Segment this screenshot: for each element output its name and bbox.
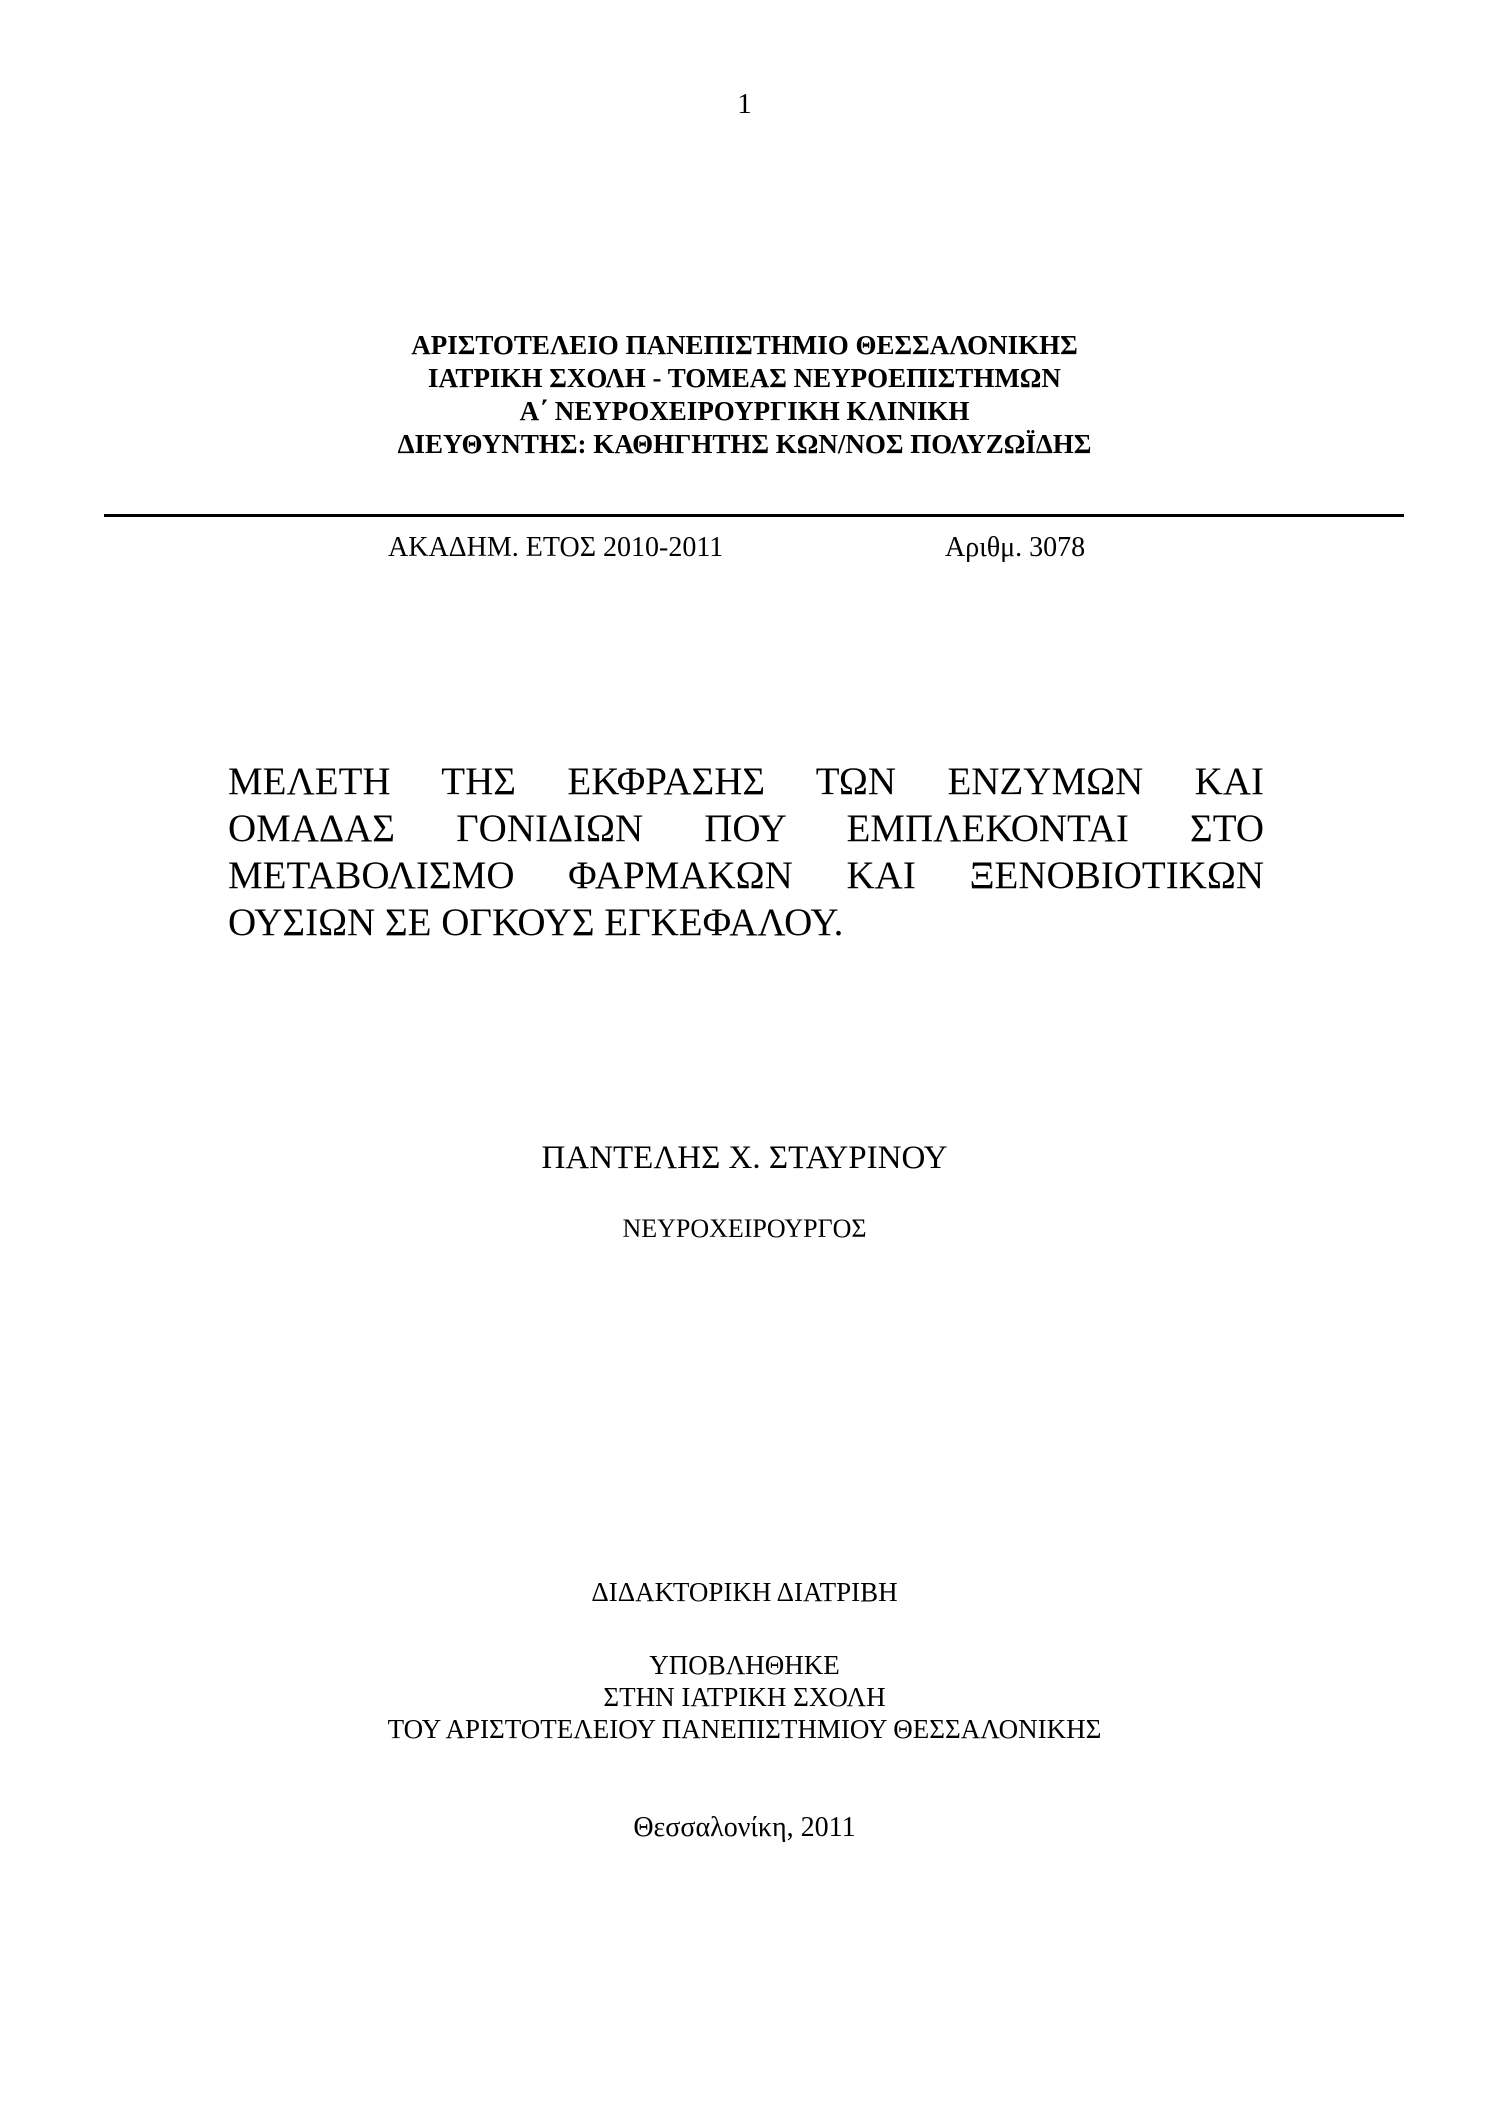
submission-line: ΣΤΗΝ ΙΑΤΡΙΚΗ ΣΧΟΛΗ: [603, 1682, 886, 1712]
place-date: Θεσσαλονίκη, 2011: [633, 1812, 856, 1843]
clinic-name: Α΄ ΝΕΥΡΟΧΕΙΡΟΥΡΓΙΚΗ ΚΛΙΝΙΚΗ: [519, 396, 970, 426]
university-name: ΑΡΙΣΤΟΤΕΛΕΙΟ ΠΑΝΕΠΙΣΤΗΜΙΟ ΘΕΣΣΑΛΟΝΙΚΗΣ: [411, 330, 1078, 360]
director-line: ΔΙΕΥΘΥΝΤΗΣ: ΚΑΘΗΓΗΤΗΣ ΚΩΝ/ΝΟΣ ΠΟΛΥΖΩΪΔΗΣ: [397, 429, 1092, 459]
title-line: ΟΜΑΔΑΣ ΓΟΝΙΔΙΩΝ ΠΟΥ ΕΜΠΛΕΚΟΝΤΑΙ ΣΤΟ: [228, 807, 1264, 850]
author-profession: ΝΕΥΡΟΧΕΙΡΟΥΡΓΟΣ: [622, 1214, 867, 1243]
submission-statement: [0, 1649, 1489, 1745]
thesis-title: [228, 758, 1264, 946]
submission-line: ΤΟΥ ΑΡΙΣΤΟΤΕΛΕΙΟΥ ΠΑΝΕΠΙΣΤΗΜΙΟΥ ΘΕΣΣΑΛΟΝΙΚΗΣ: [387, 1714, 1102, 1744]
page-number: 1: [737, 88, 752, 120]
title-line: ΜΕΛΕΤΗ ΤΗΣ ΕΚΦΡΑΣΗΣ ΤΩΝ ΕΝΖΥΜΩΝ ΚΑΙ: [228, 760, 1264, 803]
title-line: ΟΥΣΙΩΝ ΣΕ ΟΓΚΟΥΣ ΕΓΚΕΦΑΛΟΥ.: [228, 901, 844, 944]
school-department: ΙΑΤΡΙΚΗ ΣΧΟΛΗ - ΤΟΜΕΑΣ ΝΕΥΡΟΕΠΙΣΤΗΜΩΝ: [428, 363, 1061, 393]
author-name: ΠΑΝΤΕΛΗΣ Χ. ΣΤΑΥΡΙΝΟΥ: [541, 1140, 948, 1176]
header-divider: [104, 514, 1404, 517]
institution-header: [0, 329, 1489, 461]
submission-line: ΥΠΟΒΛΗΘΗΚΕ: [649, 1650, 840, 1680]
document-number: Αριθμ. 3078: [945, 532, 1086, 563]
title-line: ΜΕΤΑΒΟΛΙΣΜΟ ΦΑΡΜΑΚΩΝ ΚΑΙ ΞΕΝΟΒΙΟΤΙΚΩΝ: [228, 854, 1264, 897]
academic-year: ΑΚΑΔΗΜ. ΕΤΟΣ 2010-2011: [388, 532, 724, 563]
document-type: ΔΙΔΑΚΤΟΡΙΚΗ ΔΙΑΤΡΙΒΗ: [591, 1577, 898, 1607]
